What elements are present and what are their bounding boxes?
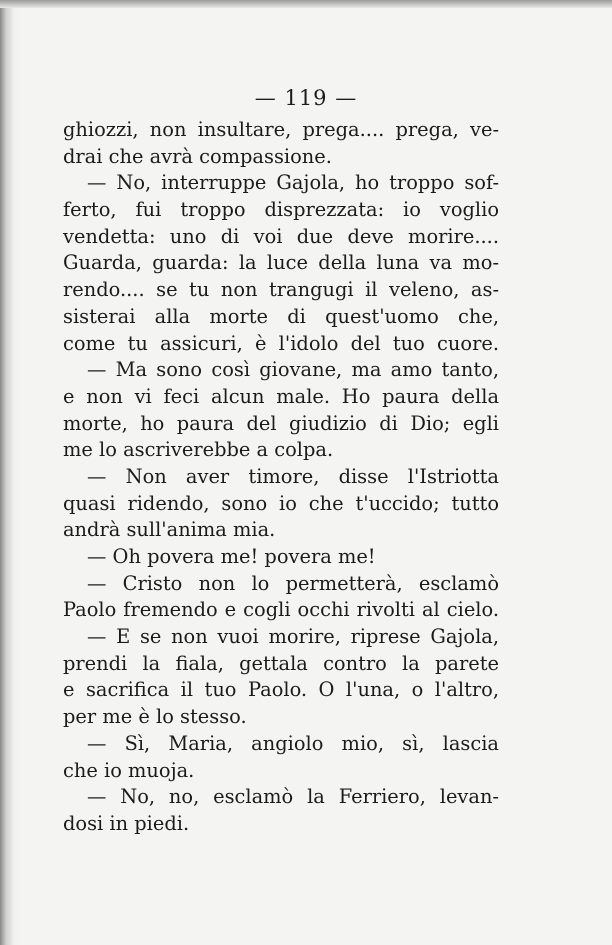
text-line: morte, ho paura del giudizio di Dio; egli [63,411,499,435]
text-line: quasi ridendo, sono io che t'uccido; tutto [63,491,499,515]
text-line: e sacrifica il tuo Paolo. O l'una, o l'altro, [63,678,499,702]
body-text [63,117,499,838]
text-line: Paolo fremendo e cogli occhi rivolti al cielo. [63,598,499,622]
text-line: — Sì, Maria, angiolo mio, sì, lascia [87,731,499,755]
text-line: drai che avrà compassione. [63,144,332,168]
text-line: rendo.... se tu non trangugi il veleno, as- [63,278,499,302]
text-line: prendi la fiala, gettala contro la parete [63,651,499,675]
text-line: — E se non vuoi morire, riprese Gajola, [87,625,499,649]
page-top-shadow [0,0,612,8]
text-line: andrà sull'anima mia. [63,518,276,542]
text-line: — No, interruppe Gajola, ho troppo sof- [87,171,499,195]
page-edge-shadow [0,0,22,945]
page-number: — 119 — [254,86,358,110]
text-line: — Non aver timore, disse l'Istriotta [87,464,499,488]
text-line: — Oh povera me! povera me! [87,545,376,568]
text-line: Guarda, guarda: la luce della luna va mo- [63,251,499,275]
text-line: vendetta: uno di voi due deve morire.... [63,224,499,248]
text-line: dosi in piedi. [63,811,190,835]
text-line: ferto, fui troppo disprezzata: io voglio [63,198,499,222]
text-line: me lo ascriverebbe a colpa. [63,438,334,462]
text-line: sisterai alla morte di quest'uomo che, [63,304,499,328]
text-line: — Cristo non lo permetterà, esclamò [87,571,499,595]
text-line: per me è lo stesso. [63,705,247,729]
text-line: ghiozzi, non insultare, prega.... prega, ve- [63,118,499,141]
text-line: e non vi feci alcun male. Ho paura della [63,384,499,408]
text-line: — Ma sono così giovane, ma amo tanto, [87,358,499,382]
text-line: come tu assicuri, è l'idolo del tuo cuore. [63,331,499,355]
text-line: — No, no, esclamò la Ferriero, levan- [87,785,499,809]
text-line: che io muoja. [63,758,195,782]
